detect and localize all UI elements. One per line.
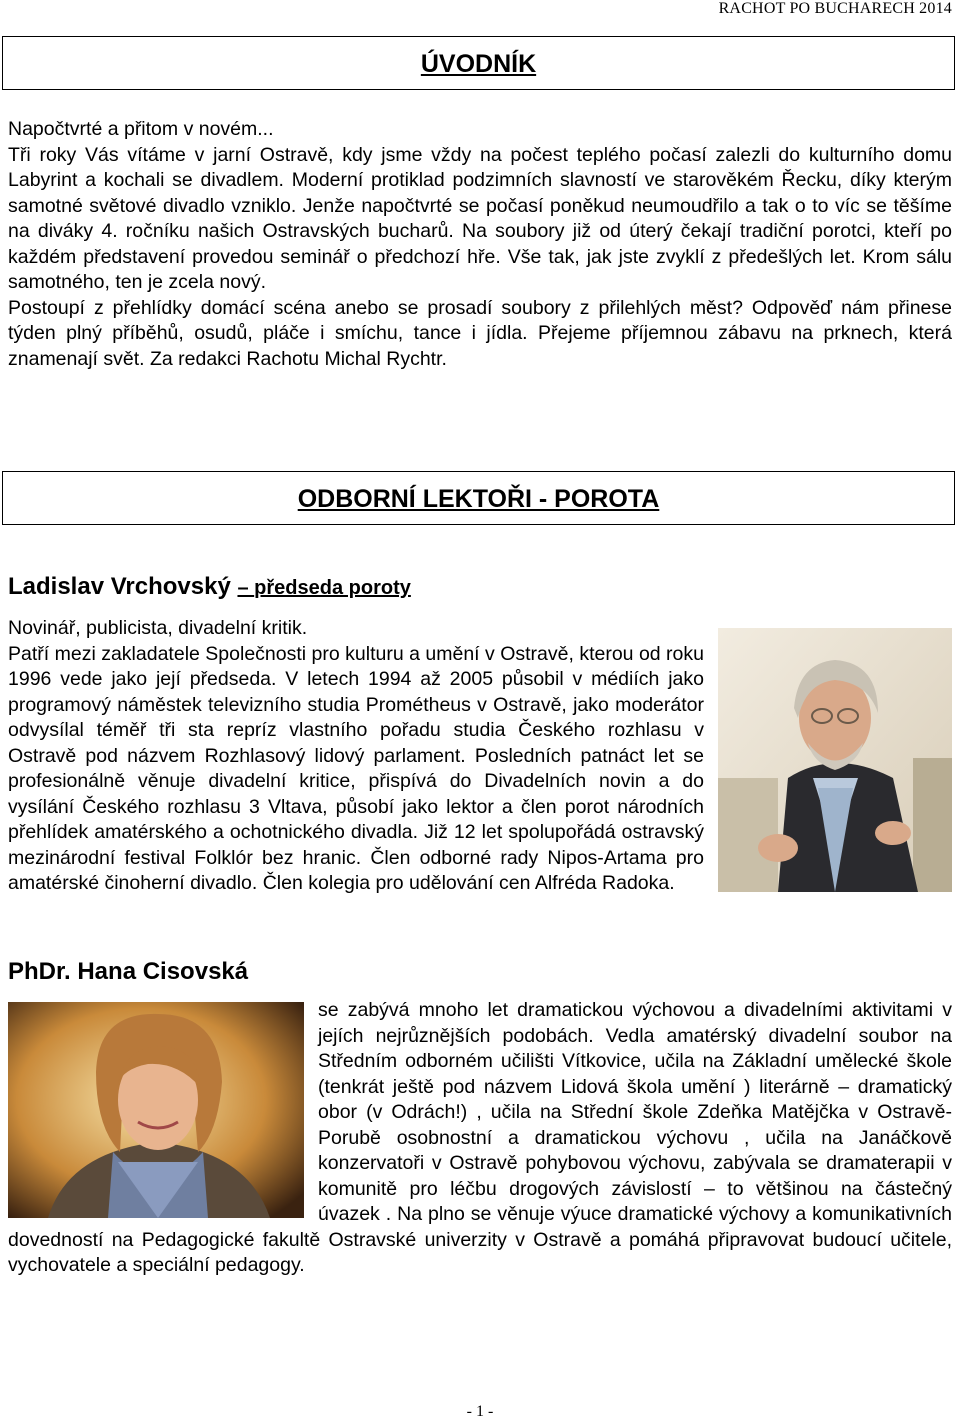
intro-paragraph-3: Postoupí z přehlídky domácí scéna anebo se prosadí soubory z přilehlých měst? Odpověď nám přinese týden plný příběhů, osudů, pláče i smíchu, tance i jídla. Přejeme příjemnou zábavu na prknech, která znamenají svět. Za redakci Rachotu Michal Rychtr. [8,296,952,370]
intro-text [8,117,952,372]
person2-bio-block [8,998,952,1279]
person1-name: Ladislav Vrchovský [8,573,231,600]
person2-bio: se zabývá mnoho let dramatickou výchovou a divadelními aktivitami v jejích nejrůznějších podobách. Vedla amatérský divadelní soubor na Středním odborném učilišti Vítkovice, učila na Základní umělecké škole (tenkrát ještě pod názvem Lidová škola umění ) literárně – dramatický obor (v Odrách!) , učila na Střední škole Zdeňka Matějčka v Ostravě- Porubě osobnostní a dramatickou výchovu , učila na Janáčkově konzervatoři v Ostravě pohybovou výchovu, zabývala se dramaterapii v komunitě pro léčbu drogových závislostí – to většinou na částečný úvazek . Na plno se věnuje výuce dramatické výchovy a komunikativních dovedností na Pedagogické fakultě Ostravské univerzity v Ostravě a pomáhá připravovat budoucí učitele, vychovatele a speciální pedagogy. [8,999,952,1276]
person1-photo [718,628,952,892]
section-title-uvodnik: ÚVODNÍK [2,36,955,90]
page-number: - 1 - [466,1403,494,1420]
intro-paragraph-1: Napočtvrté a přitom v novém... [8,118,274,140]
person1-bio-lead: Novinář, publicista, divadelní kritik. [8,617,308,639]
person2-photo [8,1002,304,1218]
person1-role: – předseda poroty [237,577,411,599]
person1-bio: Patří mezi zakladatele Společnosti pro kulturu a umění v Ostravě, kterou od roku 1996 vede jako její předseda. V letech 1994 až 2005 působil v médiích jako programový náměstek televizního studia Prométheus v Ostravě, jako moderátor odvysílal téměř tři sta repríz vlastního pořadu studia Českého rozhlasu v Ostravě pod názvem Rozhlasový lidový parlament. Posledních patnáct let se profesionálně věnuje divadelní kritice, přispívá do Divadelních novin a do vysílání Českého rozhlasu 3 Vltava, působí jako lektor a člen porot národních přehlídek amatérského a ochotnického divadla. Již 12 let spolupořádá ostravský mezinárodní festival Folklór bez hranic. Člen odborné rady Nipos-Artama pro amatérské činoherní divadlo. Člen kolegia pro udělování cen Alfréda Radoka. [8,642,704,894]
person1-bio-block [8,616,952,898]
person2-name: PhDr. Hana Cisovská [8,958,249,985]
intro-paragraph-2: Tři roky Vás vítáme v jarní Ostravě, kdy jsme vždy na počest teplého počasí zalezli do kulturního domu Labyrint a kochali se divadlem. Moderní protiklad podzimních slavností ve starověkém Řecku, díky kterým samotné světové divadlo vzniklo. Jenže napočtvrté se počasí poněkud neumoudřilo a tak o to víc se těšíme na diváky 4. ročníku našich Ostravských bucharů. Na soubory již od úterý čekají tradiční porotci, kteří po každém představení provedou seminář o předchozí hře. Vše tak, jak jste zvyklí z předešlých let. Krom sálu samotného, ten je zcela nový. [8,143,952,293]
section-title-porota: ODBORNÍ LEKTOŘI - POROTA [2,471,955,525]
person1-heading [8,573,411,601]
running-header: RACHOT PO BUCHARECH 2014 [718,0,952,17]
